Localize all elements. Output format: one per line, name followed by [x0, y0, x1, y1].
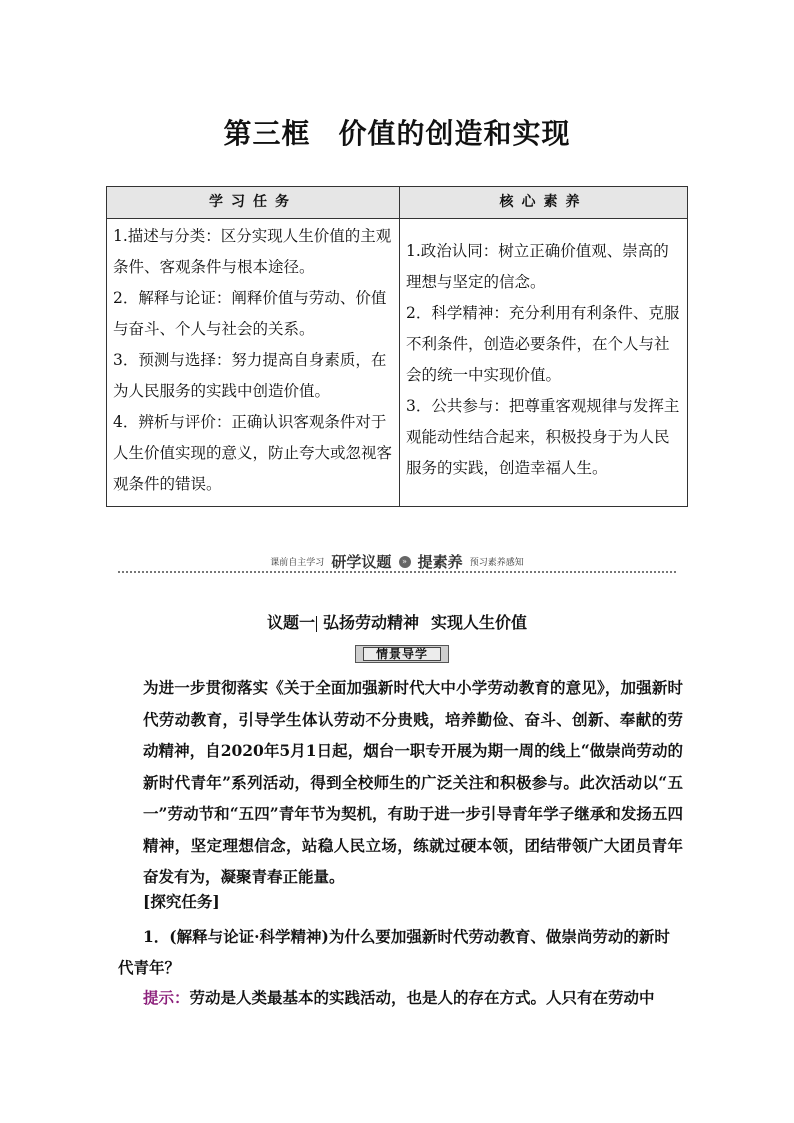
- objectives-table: [106, 186, 688, 507]
- core-literacy-cell: [400, 219, 688, 507]
- literacy-item: 1.政治认同：树立正确价值观、崇高的理想与坚定的信念。: [406, 242, 669, 291]
- explore-task-label: [探究任务]: [143, 892, 220, 911]
- task-item: 1.描述与分类：区分实现人生价值的主观条件、客观条件与根本途径。: [113, 227, 392, 276]
- literacy-item: 2．科学精神：充分利用有利条件、克服不利条件，创造必要条件，在个人与社会的统一中实现价值。: [406, 304, 680, 384]
- topic-part1: 弘扬劳动精神: [322, 613, 419, 632]
- scenario-text: 为进一步贯彻落实《关于全面加强新时代大中小学劳动教育的意见》，加强新时代劳动教育，引导学生体认劳动不分贵贱，培养勤俭、奋斗、创新、奉献的劳动精神，自2020年5月1日起，烟台一职专开展为期一周的线上“做崇尚劳动的新时代青年”系列活动，得到全校师生的广泛关注和积极参与。此次活动以“五一”劳动节和“五四”青年节为契机，有助于进一步引导青年学子继承和发扬五四精神，坚定理想信念，站稳人民立场，练就过硬本领，团结带领广大团员青年奋发有为，凝聚青春正能量。: [143, 678, 683, 886]
- topic-part2: 实现人生价值: [431, 613, 528, 632]
- hint-text: 劳动是人类最基本的实践活动，也是人的存在方式。人只有在劳动中: [189, 988, 655, 1007]
- question-1: 1．(解释与论证·科学精神)为什么要加强新时代劳动教育、做崇尚劳动的新时代青年？: [118, 927, 670, 977]
- learning-tasks-cell: [107, 219, 400, 507]
- header-learning-tasks: 学习任务: [107, 187, 400, 219]
- table-header-row: [107, 187, 688, 219]
- title-part1: 第三框: [223, 117, 311, 150]
- task-item: 4．辨析与评价：正确认识客观条件对于人生价值实现的意义，防止夸大或忽视客观条件的错误。: [113, 413, 393, 493]
- topic-label: 议题一: [266, 613, 315, 632]
- task-item: 3．预测与选择：努力提高自身素质，在为人民服务的实践中创造价值。: [113, 351, 387, 400]
- banner-right-caption: 预习素养感知: [469, 558, 524, 568]
- hint-label: 提示：: [143, 988, 190, 1007]
- scenario-tag: [355, 645, 449, 663]
- banner-title-1: 研学议题: [331, 553, 392, 571]
- banner-left-caption: 课前自主学习: [270, 558, 325, 568]
- task-item: 2．解释与论证：阐释价值与劳动、价值与奋斗、个人与社会的关系。: [113, 289, 387, 338]
- literacy-item: 3．公共参与：把尊重客观规律与发挥主观能动性结合起来，积极投身于为人民服务的实践，创造幸福人生。: [406, 397, 680, 477]
- topic-divider: [316, 616, 317, 632]
- header-core-literacy: 核心素养: [400, 187, 688, 219]
- page-title: [0, 112, 794, 152]
- hint-line: [143, 985, 688, 1011]
- table-row: [107, 219, 688, 507]
- section-banner: [118, 549, 676, 579]
- banner-title-2: 提素养: [417, 553, 463, 571]
- double-arrow-icon: »: [399, 556, 411, 568]
- topic-heading: [0, 610, 794, 633]
- title-part2: 价值的创造和实现: [338, 117, 571, 150]
- scenario-paragraph: [143, 672, 683, 893]
- scenario-tag-label: 情景导学: [363, 647, 441, 661]
